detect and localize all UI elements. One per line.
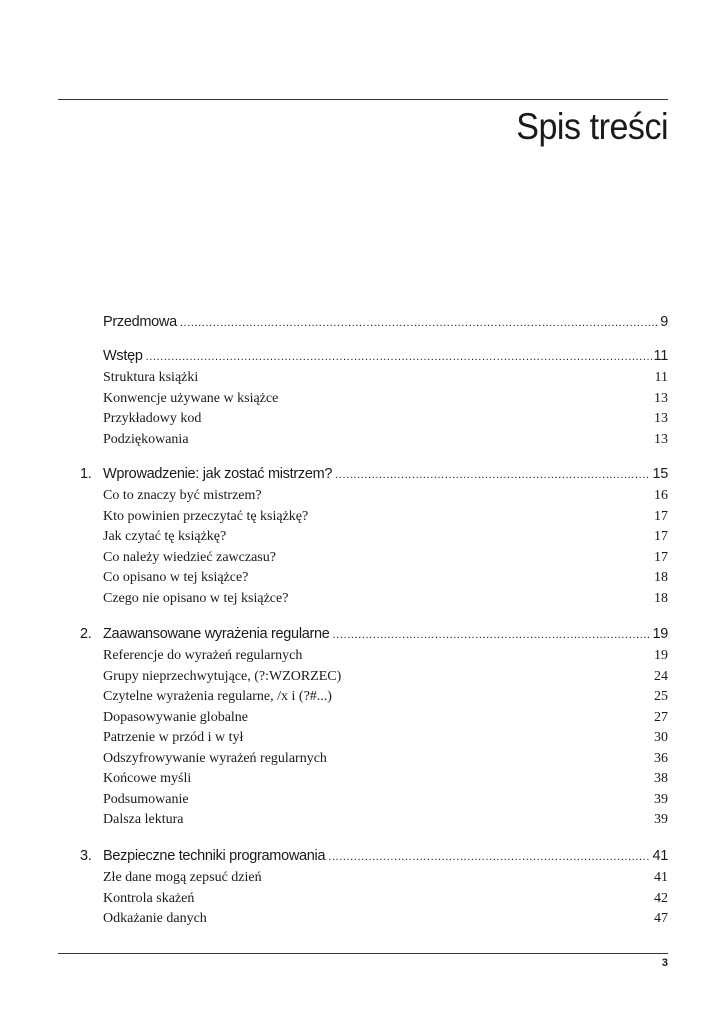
toc-section[interactable] (0, 728, 726, 749)
chapter-heading[interactable] (0, 464, 726, 486)
toc-entry-chapter-3 (0, 846, 726, 930)
chapter-page-number: 15 (652, 466, 668, 482)
toc-section[interactable] (0, 368, 726, 389)
section-page-number: 11 (654, 370, 668, 385)
chapter-heading[interactable] (0, 312, 726, 334)
chapter-title: Wprowadzenie: jak zostać mistrzem? (103, 466, 333, 482)
toc-section[interactable] (0, 687, 726, 708)
toc-section[interactable] (0, 409, 726, 430)
section-page-number: 16 (654, 488, 668, 503)
chapter-title: Wstęp (103, 348, 143, 364)
section-title: Odkażanie danych (103, 911, 207, 926)
section-title: Konwencje używane w książce (103, 390, 279, 406)
section-title: Patrzenie w przód i w tył (103, 730, 244, 745)
toc-section[interactable] (0, 430, 726, 451)
chapter-page-number: 41 (652, 848, 668, 864)
page-number: 3 (661, 957, 668, 969)
chapter-title: Przedmowa (103, 314, 177, 330)
toc-section[interactable] (0, 889, 726, 910)
section-page-number: 18 (654, 590, 668, 606)
page-title: Spis treści (516, 106, 668, 147)
section-page-number: 13 (654, 390, 668, 406)
section-title: Czytelne wyrażenia regularne, /x i (?#...) (103, 689, 332, 704)
chapter-title: Zaawansowane wyrażenia regularne (103, 626, 330, 642)
top-rule (58, 99, 668, 100)
toc-section[interactable] (0, 646, 726, 667)
section-title: Jak czytać tę książkę? (103, 529, 227, 544)
chapter-page-number: 9 (660, 314, 668, 330)
section-title: Czego nie opisano w tej książce? (103, 590, 289, 606)
toc-section[interactable] (0, 589, 726, 610)
section-page-number: 17 (654, 549, 668, 565)
chapter-page-number: 19 (652, 626, 668, 642)
chapter-number: 1. (80, 466, 92, 482)
section-title: Struktura książki (103, 370, 199, 385)
section-title: Podziękowania (103, 431, 189, 447)
dot-leader (328, 851, 650, 863)
section-page-number: 30 (654, 730, 668, 745)
toc-section[interactable] (0, 769, 726, 790)
section-page-number: 38 (654, 771, 668, 786)
section-title: Złe dane mogą zepsuć dzień (103, 870, 262, 885)
toc-section[interactable] (0, 548, 726, 569)
toc-entry-chapter-2 (0, 624, 726, 831)
toc-entry-przedmowa (0, 312, 726, 334)
section-page-number: 13 (654, 431, 668, 447)
toc-section[interactable] (0, 507, 726, 528)
section-page-number: 47 (654, 911, 668, 926)
toc-section[interactable] (0, 909, 726, 930)
section-title: Odszyfrowywanie wyrażeń regularnych (103, 750, 327, 766)
chapter-heading[interactable] (0, 346, 726, 368)
toc-entry-chapter-1 (0, 464, 726, 609)
section-title: Końcowe myśli (103, 771, 192, 786)
section-page-number: 36 (654, 750, 668, 766)
section-page-number: 24 (654, 668, 668, 684)
section-title: Dopasowywanie globalne (103, 709, 249, 725)
section-title: Co należy wiedzieć zawczasu? (103, 549, 276, 565)
section-title: Co opisano w tej książce? (103, 570, 249, 585)
dot-leader (146, 351, 652, 363)
dot-leader (180, 317, 658, 329)
toc-section[interactable] (0, 708, 726, 729)
chapter-page-number: 11 (653, 348, 668, 364)
chapter-number: 2. (80, 626, 92, 642)
section-title: Kontrola skażeń (103, 890, 195, 906)
section-title: Referencje do wyrażeń regularnych (103, 648, 303, 663)
chapter-heading[interactable] (0, 846, 726, 868)
toc-section[interactable] (0, 568, 726, 589)
toc-section[interactable] (0, 810, 726, 831)
section-title: Co to znaczy być mistrzem? (103, 488, 262, 503)
section-title: Dalsza lektura (103, 812, 184, 827)
toc-section[interactable] (0, 749, 726, 770)
toc-section[interactable] (0, 486, 726, 507)
section-page-number: 13 (654, 411, 668, 426)
dot-leader (335, 469, 650, 481)
chapter-number: 3. (80, 848, 92, 864)
section-page-number: 17 (654, 529, 668, 544)
section-page-number: 17 (654, 508, 668, 524)
chapter-title: Bezpieczne techniki programowania (103, 848, 326, 864)
toc-section[interactable] (0, 389, 726, 410)
section-title: Grupy nieprzechwytujące, (?:WZORZEC) (103, 668, 342, 684)
section-page-number: 18 (654, 570, 668, 585)
toc-section[interactable] (0, 667, 726, 688)
toc-section[interactable] (0, 868, 726, 889)
toc-section[interactable] (0, 790, 726, 811)
section-page-number: 42 (654, 890, 668, 906)
section-title: Podsumowanie (103, 791, 189, 807)
chapter-heading[interactable] (0, 624, 726, 646)
section-page-number: 39 (654, 791, 668, 807)
section-page-number: 39 (654, 812, 668, 827)
section-title: Kto powinien przeczytać tę książkę? (103, 508, 309, 524)
bottom-rule (58, 953, 668, 954)
section-page-number: 25 (654, 689, 668, 704)
toc-entry-wstep (0, 346, 726, 450)
toc-section[interactable] (0, 527, 726, 548)
dot-leader (333, 629, 651, 641)
section-page-number: 19 (654, 648, 668, 663)
section-page-number: 27 (654, 709, 668, 725)
section-page-number: 41 (654, 870, 668, 885)
section-title: Przykładowy kod (103, 411, 202, 426)
